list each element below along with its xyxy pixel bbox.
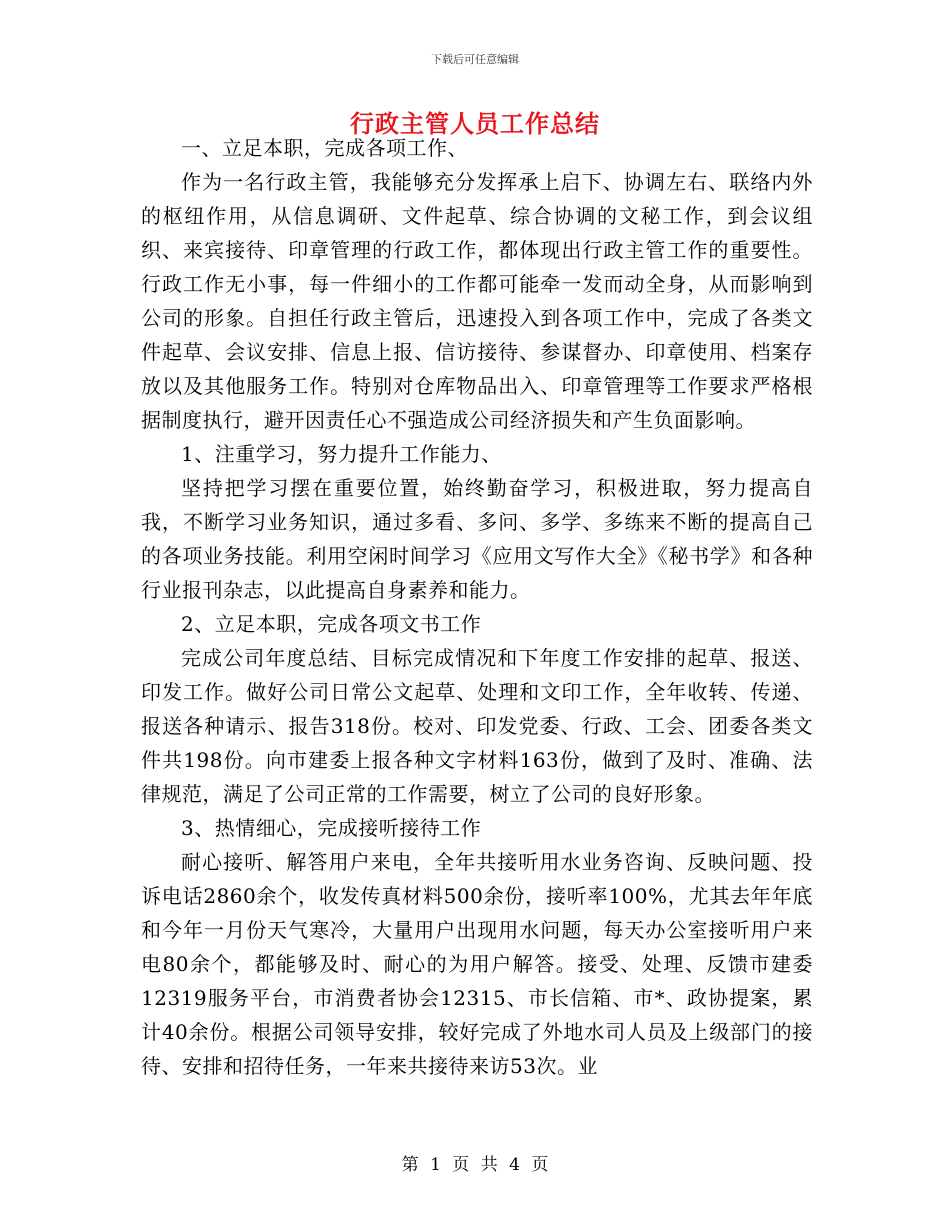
page-number-footer: 第 1 页 共 4 页 [401, 1155, 549, 1175]
subsection-heading: 1、注重学习，努力提升工作能力、 [181, 442, 502, 466]
document-body [141, 131, 813, 1083]
body-paragraph: 完成公司年度总结、目标完成情况和下年度工作安排的起草、报送、印发工作。做好公司日常公文起草、处理和文印工作，全年收转、传递、报送各种请示、报告318份。校对、印发党委、行政、工会、团委各类文件共198份。向市建委上报各种文字材料163份，做到了及时、准确、法律规范，满足了公司正常的工作需要，树立了公司的良好形象。 [141, 646, 813, 806]
section-heading: 一、立足本职，完成各项工作、 [181, 136, 468, 160]
page-header: 下载后可任意编辑 [431, 53, 519, 66]
body-paragraph: 耐心接听、解答用户来电，全年共接听用水业务咨询、反映问题、投诉电话2860余个，收发传真材料500余份，接听率100%，尤其去年年底和今年一月份天气寒冷，大量用户出现用水问题，每天办公室接听用户来电80余个，都能够及时、耐心的为用户解答。接受、处理、反馈市建委12319服务平台，市消费者协会12315、市长信箱、市*、政协提案，累计40余份。根据公司领导安排，较好完成了外地水司人员及上级部门的接待、安排和招待任务，一年来共接待来访53次。业 [141, 850, 813, 1078]
subsection-heading: 2、立足本职，完成各项文书工作 [181, 612, 482, 636]
subsection-heading: 3、热情细心，完成接听接待工作 [181, 816, 482, 840]
document-title: 行政主管人员工作总结 [350, 109, 600, 138]
body-paragraph: 坚持把学习摆在重要位置，始终勤奋学习，积极进取，努力提高自我，不断学习业务知识，通过多看、多问、多学、多练来不断的提高自己的各项业务技能。利用空闲时间学习《应用文写作大全》《秘书学》和各种行业报刊杂志，以此提高自身素养和能力。 [141, 476, 813, 602]
body-paragraph: 作为一名行政主管，我能够充分发挥承上启下、协调左右、联络内外的枢纽作用，从信息调研、文件起草、综合协调的文秘工作，到会议组织、来宾接待、印章管理的行政工作，都体现出行政主管工作的重要性。行政工作无小事，每一件细小的工作都可能牵一发而动全身，从而影响到公司的形象。自担任行政主管后，迅速投入到各项工作中，完成了各类文件起草、会议安排、信息上报、信访接待、参谋督办、印章使用、档案存放以及其他服务工作。特别对仓库物品出入、印章管理等工作要求严格根据制度执行，避开因责任心不强造成公司经济损失和产生负面影响。 [141, 170, 813, 432]
